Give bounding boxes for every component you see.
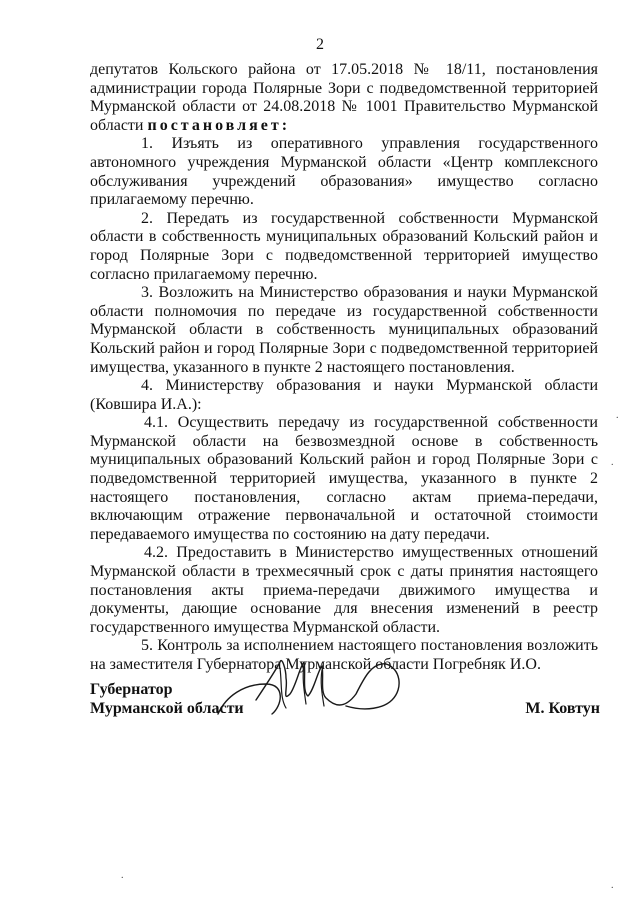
signatory-name: М. Ковтун (525, 700, 600, 717)
item-4-2: 4.2. Предоставить в Министерство имущественных отношений Мурманской области в трехмесячный срок с даты принятия настоящего постановления акты приема-передачи движимого имущества и документы, дающие основание для внесения изменений в реестр государственного имущества Мурманской области. (90, 544, 598, 636)
scan-speck: . (611, 880, 614, 891)
signature-block (90, 680, 600, 718)
document-body (90, 61, 598, 675)
intro-text: депутатов Кольского района от 17.05.2018 № 18/11, постановления администрации города Полярные Зори с подведомственной территорией Мурманской области от 24.08.2018 № 1001 Правительство Мурманской области (90, 61, 598, 134)
item-4-1: 4.1. Осуществить передачу из государственной собственности Мурманской области на безвозмездной основе в собственность муниципальных образований Кольский район и город Полярные Зори с подведомственной территорией имущества, указанного в пункте 2 настоящего постановления, согласно актам приема-передачи, включающим отражение первоначальной и остаточной стоимости передаваемого имущества по состоянию на дату передачи. (90, 414, 598, 543)
item-2: 2. Передать из государственной собственности Мурманской области в собственность муниципальных образований Кольский район и город Полярные Зори с подведомственной территорией имущество согласно прилагаемому перечню. (90, 209, 598, 283)
scan-speck: . (121, 870, 124, 881)
item-5: 5. Контроль за исполнением настоящего постановления возложить на заместителя Губернатора Мурманской области Погребняк И.О. (90, 637, 598, 673)
item-4: 4. Министерству образования и науки Мурманской области (Ковшира И.А.): (90, 377, 598, 413)
signatory-title-line1: Губернатор (90, 681, 173, 698)
item-3: 3. Возложить на Министерство образования и науки Мурманской области полномочия по передаче из государственной собственности Мурманской области в собственность муниципальных образований Кольский район и город Полярные Зори с подведомственной территорией имущества, указанного в пункте 2 настоящего постановления. (90, 284, 598, 376)
scan-speck: . (616, 410, 619, 421)
resolves-keyword: постановляет: (147, 116, 291, 134)
intro-paragraph (90, 61, 598, 135)
page-number: 2 (316, 36, 324, 53)
signatory-title-line2: Мурманской области (90, 700, 244, 717)
scan-speck: . (611, 457, 614, 468)
item-1: 1. Изъять из оперативного управления государственного автономного учреждения Мурманской области «Центр комплексного обслуживания учреждений образования» имущество согласно прилагаемому перечню. (90, 135, 598, 209)
